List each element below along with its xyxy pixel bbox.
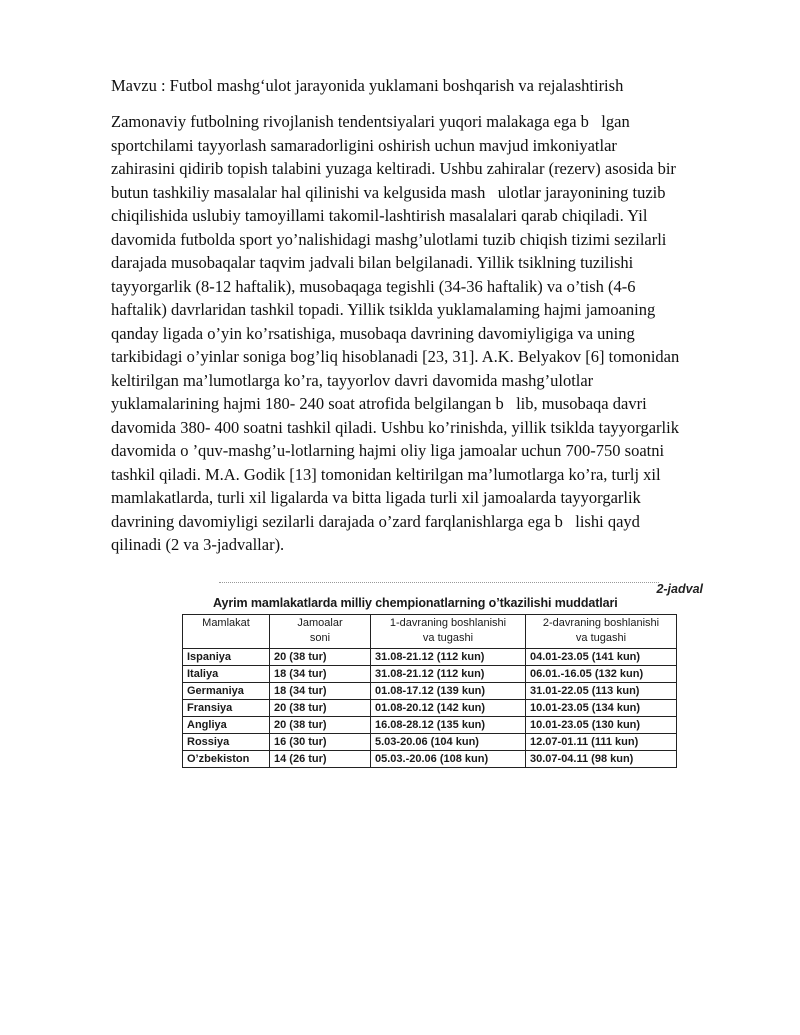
cell-teams: 18 (34 tur) [270,683,371,700]
table-row [183,683,677,700]
cell-teams: 14 (26 tur) [270,751,371,768]
header-country: Mamlakat [183,615,270,649]
cell-second-round: 10.01-23.05 (130 kun) [526,717,677,734]
cell-first-round: 5.03-20.06 (104 kun) [371,734,526,751]
cell-first-round: 31.08-21.12 (112 kun) [371,666,526,683]
cell-teams: 16 (30 tur) [270,734,371,751]
cell-first-round: 16.08-28.12 (135 kun) [371,717,526,734]
paragraph-line: davomida o ’quv-mashg’u-lotlarning hajmi oliy liga jamoalar uchun 700-750 soatni [111,441,665,460]
paragraph-line: tayyorgarlik (8-12 haftalik), musobaqaga tegishli (34-36 haftalik) va o’tish (4-6 [111,276,636,296]
table-title: Ayrim mamlakatlarda milliy chempionatlarning o’tkazilishi muddatlari [213,596,618,610]
cell-country: Rossiya [183,734,270,751]
paragraph-line: haftalik) davrlaridan tashkil topadi. Yillik tsiklda yuklamalaming hajmi jamoaning [111,300,656,319]
paragraph-line: qanday ligada o’yin ko’rsatishiga, musobaqa davrining davomiyligiga va uning [111,323,635,343]
table-number-label: 2-jadval [656,582,703,596]
cell-second-round: 04.01-23.05 (141 kun) [526,649,677,666]
paragraph-line: mamlakatlarda, turli xil ligalarda va bitta ligada turli xil jamoalarda tayyorgarlik [111,488,641,507]
table-row [183,717,677,734]
cell-second-round: 31.01-22.05 (113 kun) [526,683,677,700]
cell-second-round: 10.01-23.05 (134 kun) [526,700,677,717]
cell-country: Germaniya [183,683,270,700]
paragraph-line: tarkibidagi o’yinlar soniga bog’liq hisoblanadi [23, 31]. A.K. Belyakov [6] tomonidan [111,347,680,366]
paragraph-line: davrining davomiyligi sezilarli darajada o’zard farqlanishlarga ega b lishi qayd [111,511,640,531]
cell-second-round: 12.07-01.11 (111 kun) [526,734,677,751]
header-second-round: 2-davraning boshlanishi va tugashi [526,615,677,649]
cell-teams: 18 (34 tur) [270,666,371,683]
cell-first-round: 05.03.-20.06 (108 kun) [371,751,526,768]
table-row [183,751,677,768]
cell-country: O’zbekiston [183,751,270,768]
cell-second-round: 30.07-04.11 (98 kun) [526,751,677,768]
cell-country: Fransiya [183,700,270,717]
cell-country: Angliya [183,717,270,734]
header-teams: Jamoalar soni [270,615,371,649]
table-row [183,666,677,683]
cell-first-round: 31.08-21.12 (112 kun) [371,649,526,666]
paragraph-line: butun tashkiliy masalalar hal qilinishi va kelgusida mash ulotlar jarayonining tuzib [111,182,666,202]
paragraph-line: tashkil qiladi. M.A. Godik [13] tomonidan keltirilgan ma’lumotlarga ko’ra, turlj xil [111,464,661,484]
cell-teams: 20 (38 tur) [270,717,371,734]
paragraph-line: sportchilami tayyorlash samaradorligini oshirish uchun mavjud imkoniyatlar [111,135,617,155]
header-first-round: 1-davraning boshlanishi va tugashi [371,615,526,649]
table-row [183,700,677,717]
paragraph-line: chiqilishida uslubiy tamoyillami takomil-lashtirish masalalari qarab chiqiladi. Yil [111,206,648,225]
cell-country: Ispaniya [183,649,270,666]
table-header-row [183,615,677,649]
table-row [183,649,677,666]
paragraph-line: keltirilgan ma’lumotlarga ko’ra, tayyorlov davri davomida mashg’ulotlar [111,370,594,390]
paragraph-line: davomida 380- 400 soatni tashkil qiladi. Ushbu ko’rinishda, yillik tsiklda tayyorgarlik [111,417,679,437]
cell-first-round: 01.08-20.12 (142 kun) [371,700,526,717]
cell-first-round: 01.08-17.12 (139 kun) [371,683,526,700]
cell-second-round: 06.01.-16.05 (132 kun) [526,666,677,683]
championship-dates-table [182,614,677,768]
paragraph-line: davomida futbolda sport yo’nalishidagi mashg’ulotlami tuzib chiqish tizimi sezilarli [111,229,667,249]
table-row [183,734,677,751]
document-title: Mavzu : Futbol mashg‘ulot jarayonida yuklamani boshqarish va rejalashtirish [111,76,624,95]
paragraph-line: yuklamalarining hajmi 180- 240 soat atrofida belgilangan b lib, musobaqa davri [111,394,647,413]
scan-artifact-line [219,582,659,584]
cell-teams: 20 (38 tur) [270,700,371,717]
body-paragraph [111,110,751,557]
cell-teams: 20 (38 tur) [270,649,371,666]
paragraph-line: Zamonaviy futbolning rivojlanish tendentsiyalari yuqori malakaga ega b lgan [111,112,630,131]
paragraph-line: qilinadi (2 va 3-jadvallar). [111,535,285,554]
table-figure [179,582,707,772]
paragraph-line: zahirasini qidirib topish talabini yuzaga keltiradi. Ushbu zahiralar (rezerv) asosida bir [111,159,676,178]
paragraph-line: darajada musobaqalar taqvim jadvali bilan belgilanadi. Yillik tsiklning tuzilishi [111,253,634,272]
cell-country: Italiya [183,666,270,683]
